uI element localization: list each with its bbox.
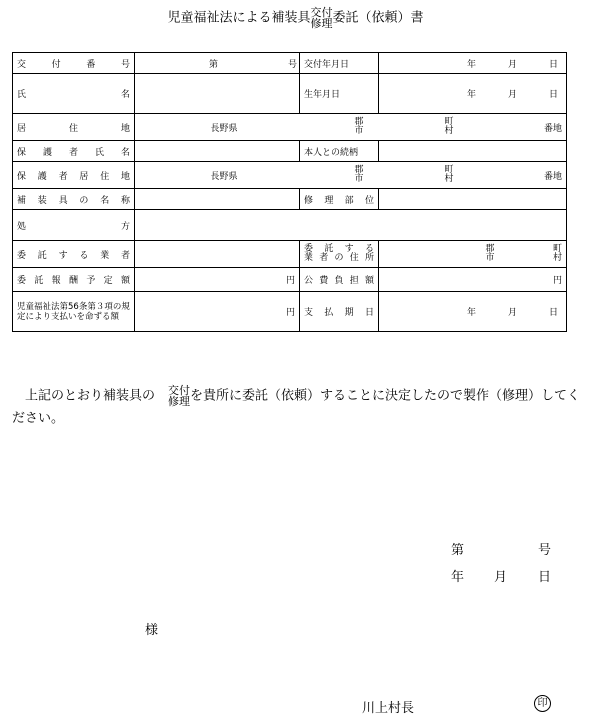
field-public-share[interactable] <box>379 268 567 292</box>
shi-label: 市 <box>485 253 495 263</box>
field-prescription[interactable] <box>135 210 567 241</box>
row-residence <box>13 114 567 141</box>
paragraph-after: を貴所に委託（依頼）することに決定したので製作（修理）してください。 <box>12 388 581 426</box>
machi-label: 町 <box>444 117 454 127</box>
field-device-name[interactable] <box>135 189 300 210</box>
document-title <box>0 7 591 29</box>
label-issue-number: 交付番号 <box>13 53 135 74</box>
seal-mark: 印 <box>534 695 551 712</box>
year-label: 年 <box>466 59 476 70</box>
field-repair-part[interactable] <box>379 189 567 210</box>
field-issue-date[interactable] <box>379 53 567 74</box>
yen-label: 円 <box>285 276 295 286</box>
field-guardian-residence[interactable] <box>135 162 567 189</box>
field-contractor-address[interactable] <box>379 241 567 268</box>
banchi-label: 番地 <box>543 123 562 134</box>
pref-label: 長野県 <box>210 171 238 182</box>
title-stack <box>311 7 333 29</box>
form-table <box>12 52 567 332</box>
field-relationship[interactable] <box>379 141 567 162</box>
label-public-share: 公費負担額 <box>300 268 379 292</box>
yen-label: 円 <box>285 308 295 318</box>
label-repair-part: 修理部位 <box>300 189 379 210</box>
label-issue-date: 交付年月日 <box>300 53 379 74</box>
gun-label: 郡 <box>485 244 495 254</box>
label-residence: 居住地 <box>13 114 135 141</box>
machi-label: 町 <box>552 244 562 254</box>
field-issue-number[interactable] <box>135 53 300 74</box>
month-label: 月 <box>507 308 517 318</box>
title-stack-top: 交付 <box>310 6 333 19</box>
footer-dai: 第 <box>451 543 465 558</box>
mura-label: 村 <box>552 253 562 263</box>
label-relationship: 本人との続柄 <box>300 141 379 162</box>
row-guardian-name <box>13 141 567 162</box>
day-label: 日 <box>548 308 558 318</box>
label-prescription: 処方 <box>13 210 135 241</box>
machi-label: 町 <box>444 165 454 175</box>
row-prescription <box>13 210 567 241</box>
paragraph-stack <box>155 385 190 407</box>
dai-label: 第 <box>209 59 219 70</box>
pref-label: 長野県 <box>210 123 238 134</box>
label-name: 氏名 <box>13 74 135 114</box>
label-fee: 委託報酬予定額 <box>13 268 135 292</box>
shi-label: 市 <box>354 174 364 184</box>
label-contractor-address-top: 委託する <box>304 244 374 254</box>
mayor-name: 川上村長 <box>362 701 415 716</box>
mura-label: 村 <box>444 126 454 136</box>
gun-label: 郡 <box>354 165 364 175</box>
body-paragraph <box>12 385 584 430</box>
addressee-sama: 様 <box>145 623 159 638</box>
day-label: 日 <box>548 90 558 100</box>
paragraph-before: 上記のとおり補装具の <box>25 388 156 404</box>
title-stack-bottom: 修理 <box>310 17 333 30</box>
field-fee[interactable] <box>135 268 300 292</box>
label-guardian-name: 保護者氏名 <box>13 141 135 162</box>
label-guardian-residence: 保護者居住地 <box>13 162 135 189</box>
label-birthdate: 生年月日 <box>300 74 379 114</box>
label-contractor: 委託する業者 <box>13 241 135 268</box>
label-contractor-address <box>300 241 379 268</box>
field-guardian-name[interactable] <box>135 141 300 162</box>
mura-label: 村 <box>444 174 454 184</box>
field-name[interactable] <box>135 74 300 114</box>
footer-day: 日 <box>538 570 552 585</box>
field-residence[interactable] <box>135 114 567 141</box>
row-contractor <box>13 241 567 268</box>
label-payment-date: 支払期日 <box>300 292 379 332</box>
label-payment-amount: 児童福祉法第56条第３項の規定により支払いを命ずる額 <box>13 292 135 332</box>
field-payment-date[interactable] <box>379 292 567 332</box>
year-label: 年 <box>466 90 476 100</box>
footer-go: 号 <box>538 543 552 558</box>
row-guardian-residence <box>13 162 567 189</box>
label-device-name: 補装具の名称 <box>13 189 135 210</box>
banchi-label: 番地 <box>543 171 562 182</box>
paragraph-stack-bottom: 修理 <box>168 395 191 408</box>
field-contractor[interactable] <box>135 241 300 268</box>
paragraph-stack-top: 交付 <box>168 384 191 397</box>
label-contractor-address-bottom: 業者の住所 <box>304 253 374 263</box>
go-label: 号 <box>288 59 298 70</box>
month-label: 月 <box>507 59 517 70</box>
year-label: 年 <box>466 308 476 318</box>
title-suffix: 委託（依頼）書 <box>332 10 424 26</box>
shi-label: 市 <box>354 126 364 136</box>
gun-label: 郡 <box>354 117 364 127</box>
month-label: 月 <box>507 90 517 100</box>
title-prefix: 児童福祉法による補装具 <box>167 10 311 26</box>
footer-month: 月 <box>494 570 508 585</box>
row-fee <box>13 268 567 292</box>
day-label: 日 <box>548 59 558 70</box>
yen-label: 円 <box>552 276 562 286</box>
row-device-name <box>13 189 567 210</box>
row-payment-amount <box>13 292 567 332</box>
row-name <box>13 74 567 114</box>
row-issue-number <box>13 53 567 74</box>
field-birthdate[interactable] <box>379 74 567 114</box>
footer-year: 年 <box>451 570 465 585</box>
field-payment-amount[interactable] <box>135 292 300 332</box>
